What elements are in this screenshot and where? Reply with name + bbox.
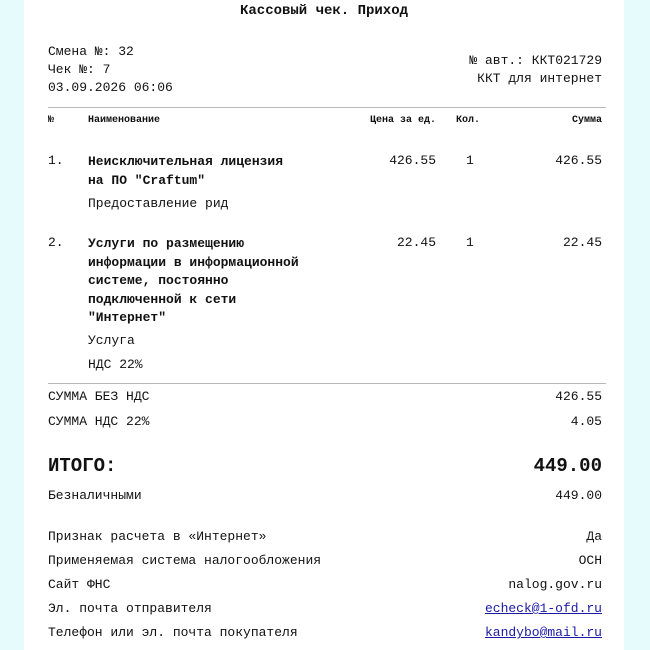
col-header-qty: Кол. bbox=[456, 115, 481, 126]
item-vat-rate: НДС 22% bbox=[88, 357, 143, 372]
fns-site-label: Сайт ФНС bbox=[48, 577, 111, 592]
col-header-name: Наименование bbox=[88, 115, 161, 126]
internet-sign-value: Да bbox=[586, 529, 602, 544]
item-name: Услуги по размещению информации в информационной системе, постоянно подключенной к сети "Интернет" bbox=[88, 236, 299, 325]
cashless-value: 449.00 bbox=[555, 488, 602, 503]
item-subject: Услуга bbox=[88, 333, 135, 348]
col-header-price: Цена за ед. bbox=[369, 115, 436, 126]
shift-number: Смена №: 32 bbox=[48, 44, 134, 59]
item-number: 2. bbox=[48, 235, 64, 250]
total-label: ИТОГО: bbox=[48, 455, 117, 477]
kkt-type: ККТ для интернет bbox=[477, 71, 602, 86]
item-price: 426.55 bbox=[389, 153, 436, 168]
check-number: Чек №: 7 bbox=[48, 62, 111, 77]
sum-no-vat-label: СУММА БЕЗ НДС bbox=[48, 389, 150, 404]
kkt-auto-number: № авт.: ККТ021729 bbox=[469, 53, 602, 68]
col-header-sum: Сумма bbox=[571, 115, 602, 126]
sender-email-label: Эл. почта отправителя bbox=[48, 601, 212, 616]
item-subject: Предоставление рид bbox=[88, 196, 229, 211]
tax-system-label: Применяемая система налогообложения bbox=[48, 553, 322, 568]
item-quantity: 1 bbox=[466, 235, 474, 250]
receipt bbox=[24, 0, 624, 650]
item-quantity: 1 bbox=[466, 153, 474, 168]
total-value: 449.00 bbox=[533, 455, 602, 477]
receipt-datetime: 03.09.2026 06:06 bbox=[48, 80, 173, 95]
item-sum: 22.45 bbox=[562, 235, 602, 250]
buyer-email-link[interactable]: kandybo@mail.ru bbox=[484, 625, 602, 640]
item-price: 22.45 bbox=[396, 235, 436, 250]
internet-sign-label: Признак расчета в «Интернет» bbox=[48, 529, 267, 544]
col-header-num: № bbox=[48, 115, 55, 126]
sender-email-link[interactable]: echeck@1-ofd.ru bbox=[484, 601, 602, 616]
sum-vat-label: СУММА НДС 22% bbox=[48, 414, 150, 429]
item-name: Неисключительная лицензия на ПО "Craftum" bbox=[88, 154, 284, 188]
divider bbox=[48, 107, 606, 108]
cashless-label: Безналичными bbox=[48, 488, 142, 503]
tax-system-value: ОСН bbox=[578, 553, 602, 568]
sum-no-vat-value: 426.55 bbox=[555, 389, 602, 404]
sum-vat-value: 4.05 bbox=[570, 414, 602, 429]
item-sum: 426.55 bbox=[555, 153, 602, 168]
fns-site-value: nalog.gov.ru bbox=[508, 577, 602, 592]
buyer-contact-label: Телефон или эл. почта покупателя bbox=[48, 625, 298, 640]
receipt-title: Кассовый чек. Приход bbox=[239, 3, 409, 19]
item-number: 1. bbox=[48, 153, 64, 168]
divider bbox=[48, 383, 606, 384]
